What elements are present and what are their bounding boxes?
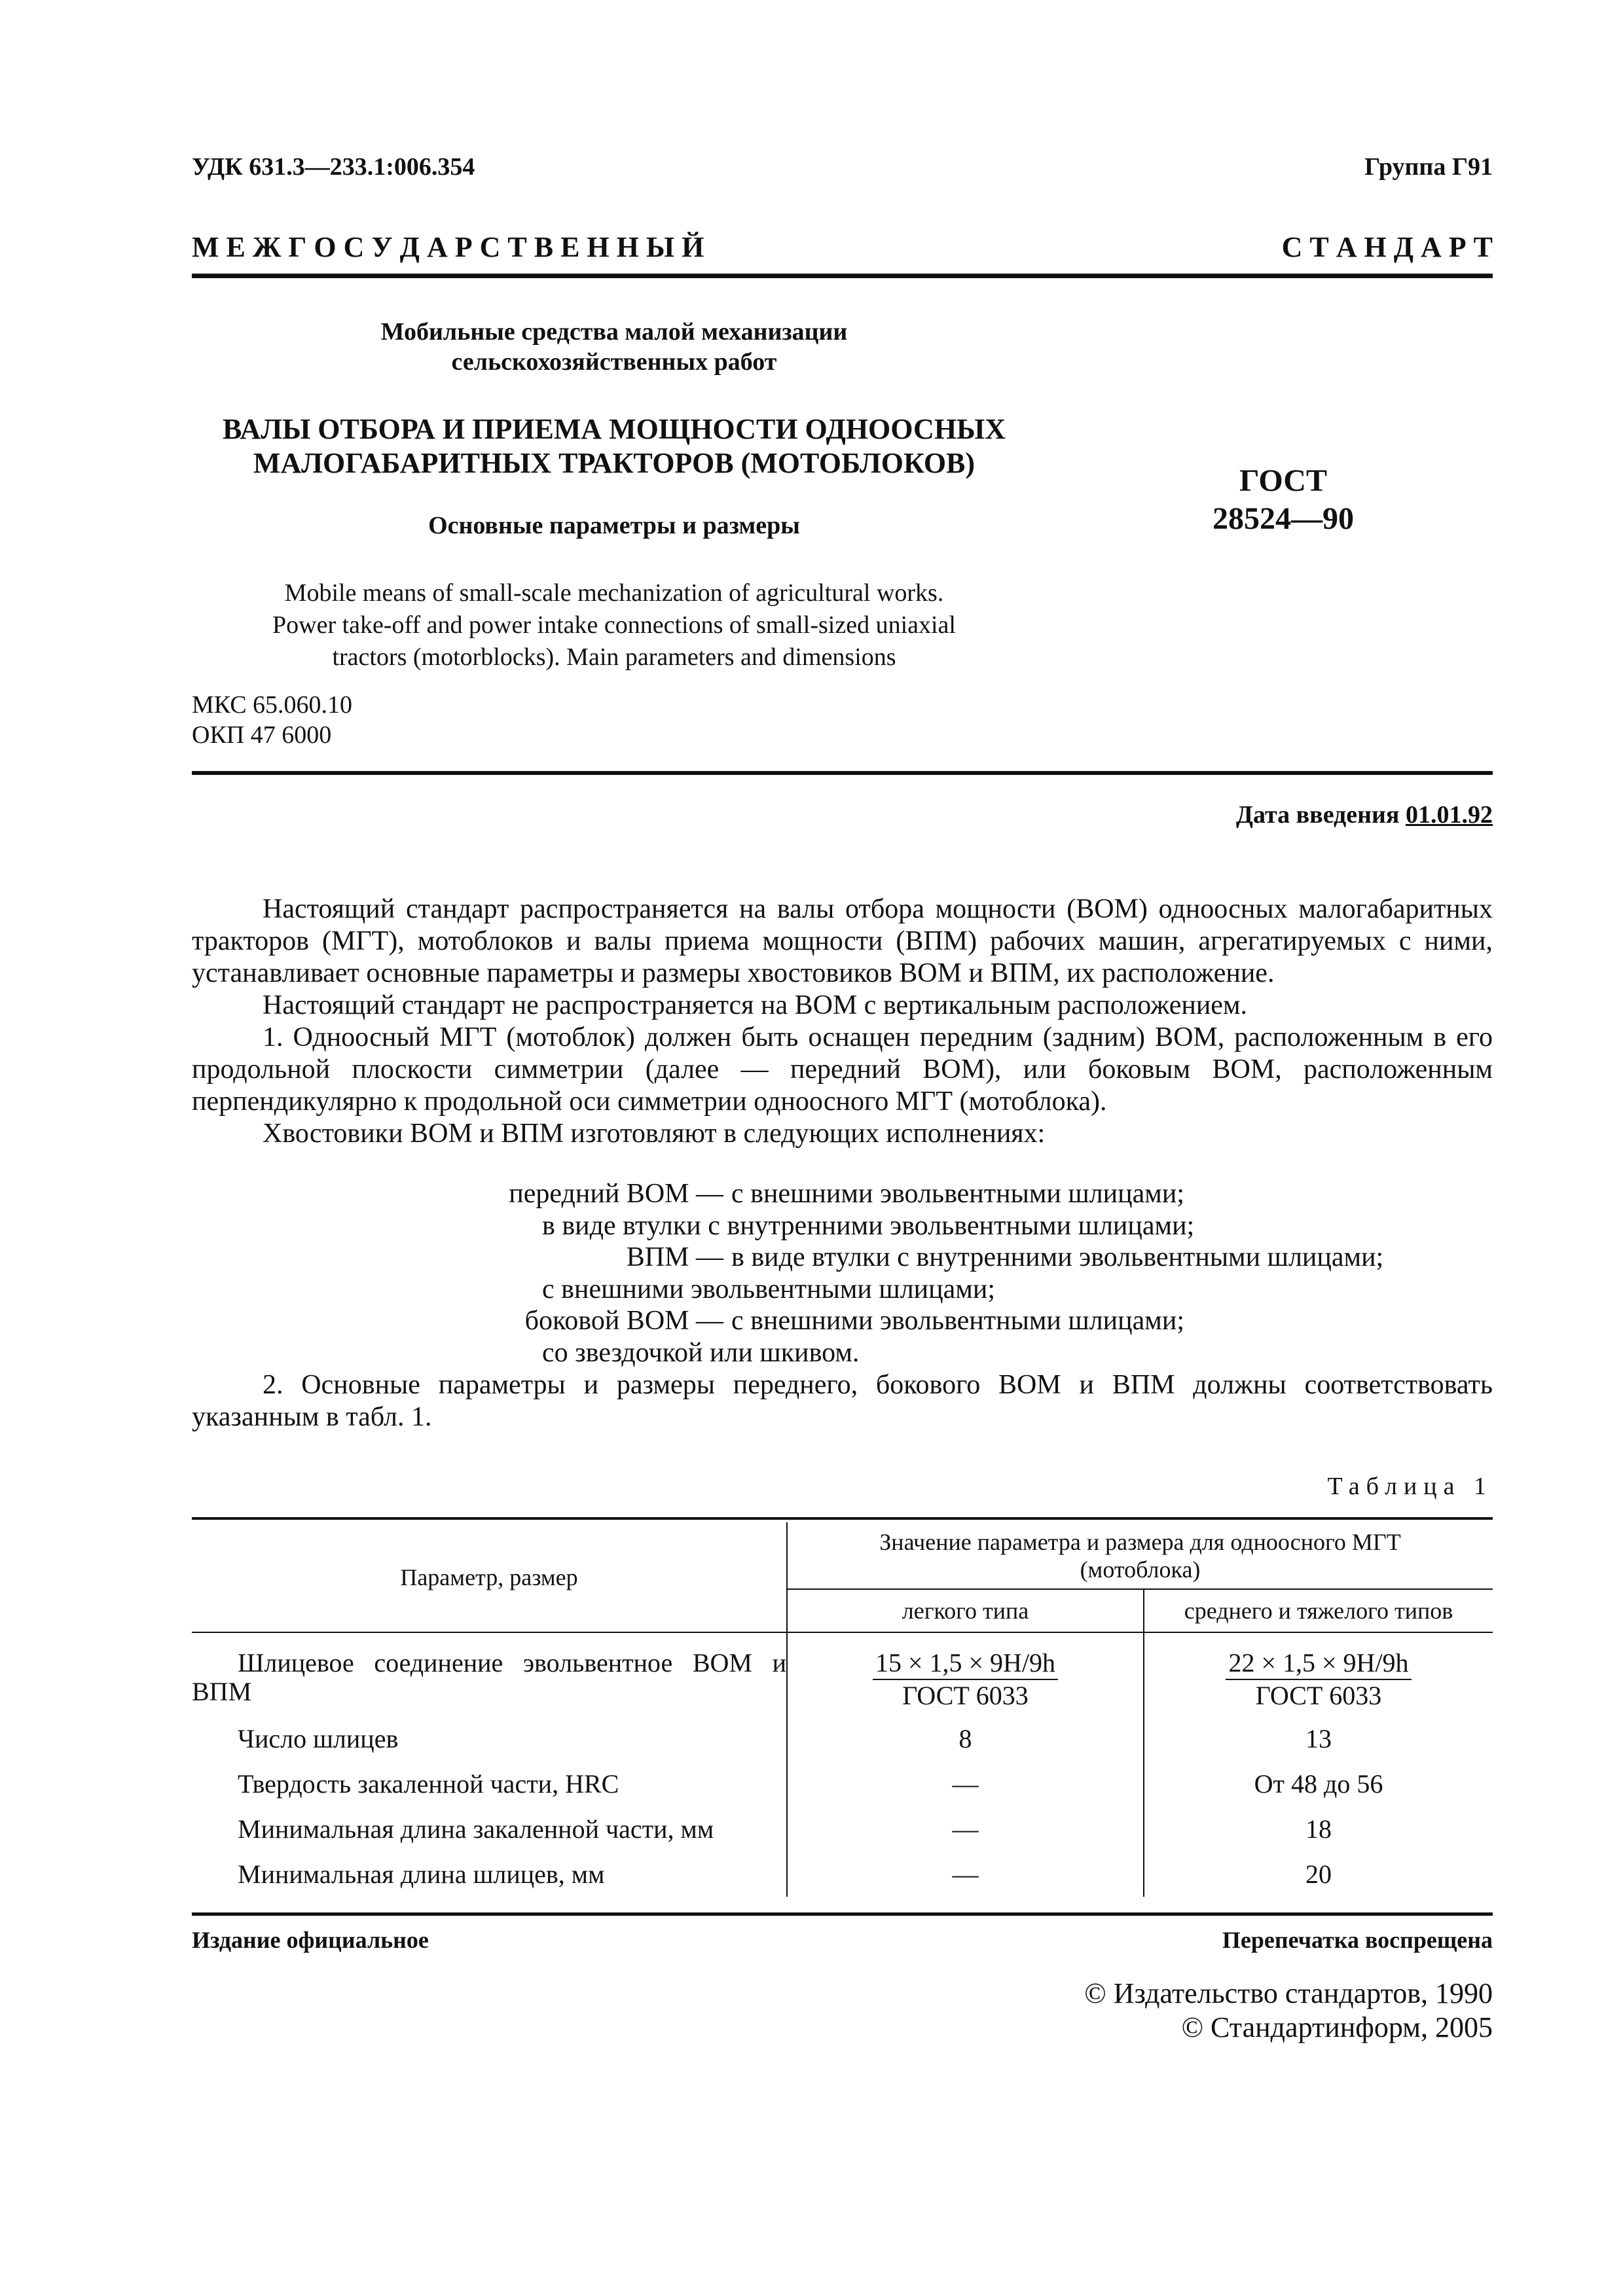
english-line-1: Mobile means of small-scale mechanization of agricultural works. [284, 579, 944, 607]
table-row [192, 1632, 1493, 1716]
spline-fraction-heavy [1226, 1649, 1411, 1710]
header-group [787, 1522, 1493, 1589]
row-label-line-2: ВПМ [192, 1677, 252, 1706]
row-label: Твердость закаленной части, HRC [192, 1761, 787, 1806]
main-title-line-2: МАЛОГАБАРИТНЫХ ТРАКТОРОВ (МОТОБЛОКОВ) [253, 447, 976, 479]
row-label-line-1: Шлицевое соединение эвольвентное ВОМ и [238, 1648, 786, 1677]
variant-list-item [192, 1178, 1493, 1210]
row-light-value [787, 1632, 1144, 1716]
intro-date-value: 01.01.92 [1406, 801, 1493, 829]
row-heavy-value: От 48 до 56 [1254, 1769, 1383, 1799]
row-heavy-value: 20 [1305, 1859, 1332, 1889]
variant-label: боковой ВОМ — [524, 1306, 723, 1336]
variant-label: ВПМ — [626, 1242, 723, 1272]
fraction-numerator: 22 × 1,5 × 9H/9h [1226, 1649, 1411, 1680]
english-line-2: Power take-off and power intake connections of small-sized uniaxial [272, 611, 956, 639]
paragraph-item-2-block [192, 1369, 1493, 1433]
copyright-line-2: © Стандартинформ, 2005 [1181, 2011, 1493, 2043]
variant-list-item [192, 1274, 1493, 1306]
title-rule [192, 771, 1493, 775]
fraction-numerator: 15 × 1,5 × 9H/9h [873, 1649, 1058, 1680]
spline-fraction-light [873, 1649, 1058, 1710]
table-header-row [192, 1522, 1493, 1589]
header-rule [192, 274, 1493, 278]
subtitle: Основные параметры и размеры [428, 512, 800, 539]
variant-list-item [192, 1210, 1493, 1242]
row-label [192, 1632, 787, 1716]
table-row [192, 1852, 1493, 1897]
main-title [192, 412, 1036, 480]
row-heavy-value: 13 [1305, 1724, 1332, 1753]
row-label: Минимальная длина шлицев, мм [192, 1852, 787, 1897]
mks-code: МКС 65.060.10 [192, 691, 353, 719]
variant-line: с внешними эвольвентными шлицами; [731, 1179, 1184, 1209]
gost-label: ГОСТ [1239, 463, 1327, 498]
category-title [192, 317, 1036, 377]
fraction-denominator: ГОСТ 6033 [902, 1681, 1029, 1710]
header-light-text: легкого типа [902, 1598, 1029, 1624]
variant-list-item [192, 1337, 1493, 1369]
header-group-line-2: (мотоблока) [1080, 1556, 1201, 1583]
paragraph-exclusion: Настоящий стандарт не распространяется на ВОМ с вертикальным расположением. [263, 990, 1248, 1020]
variant-list [192, 1178, 1493, 1369]
footer-rule [192, 1912, 1493, 1916]
intro-date-label: Дата введения [1235, 801, 1400, 829]
copyright-block [1084, 1977, 1493, 2045]
table-row [192, 1716, 1493, 1761]
banner-word-standard: С Т А Н Д А Р Т [1281, 231, 1493, 263]
header-group-line-1: Значение параметра и размера для одноосного МГТ [879, 1528, 1401, 1555]
variant-line: в виде втулки с внутренними эвольвентными шлицами; [542, 1210, 1195, 1241]
variant-list-item [192, 1242, 1493, 1274]
category-line-1: Мобильные средства малой механизации [380, 318, 848, 346]
fraction-denominator: ГОСТ 6033 [1255, 1681, 1382, 1710]
gost-designation [1159, 462, 1408, 538]
row-heavy-value: 18 [1305, 1814, 1332, 1844]
table-caption: Таблица 1 [1327, 1473, 1493, 1500]
intro-date [1236, 800, 1493, 830]
row-light-value: 8 [787, 1716, 1144, 1761]
main-title-line-1: ВАЛЫ ОТБОРА И ПРИЕМА МОЩНОСТИ ОДНООСНЫХ [222, 413, 1006, 445]
classification-codes [192, 690, 352, 750]
variant-line: с внешними эвольвентными шлицами; [542, 1274, 995, 1304]
header-heavy-text: среднего и тяжелого типов [1184, 1598, 1453, 1624]
paragraph-item-2: 2. Основные параметры и размеры переднего, бокового ВОМ и ВПМ должны соответствовать указанным в табл. 1. [192, 1370, 1493, 1432]
okp-code: ОКП 47 6000 [192, 721, 332, 749]
group-code: Группа Г91 [1364, 153, 1493, 181]
standard-banner [192, 230, 1493, 264]
english-line-3: tractors (motorblocks). Main parameters and dimensions [332, 643, 896, 671]
row-label: Число шлицев [192, 1716, 787, 1761]
row-light-value: — [787, 1852, 1144, 1897]
gost-number: 28524—90 [1213, 501, 1354, 536]
paragraph-variants: Хвостовики ВОМ и ВПМ изготовляют в следующих исполнениях: [263, 1119, 1046, 1149]
header-param-text: Параметр, размер [400, 1564, 578, 1590]
variant-label: передний ВОМ — [509, 1179, 723, 1209]
row-light-value: — [787, 1761, 1144, 1806]
variant-line: с внешними эвольвентными шлицами; [731, 1306, 1184, 1336]
variant-line: в виде втулки с внутренними эвольвентными шлицами; [731, 1242, 1384, 1272]
english-title [192, 577, 1036, 673]
copyright-line-1: © Издательство стандартов, 1990 [1084, 1977, 1493, 2009]
variant-line: со звездочкой или шкивом. [542, 1337, 860, 1368]
udk-code: УДК 631.3—233.1:006.354 [192, 153, 475, 181]
category-line-2: сельскохозяйственных работ [451, 348, 777, 376]
body-text [192, 893, 1493, 1150]
table-row [192, 1806, 1493, 1852]
paragraph-item-1: 1. Одноосный МГТ (мотоблок) должен быть оснащен передним (задним) ВОМ, расположенным в его продольной плоскости симметрии (далее — передний ВОМ), или боковым ВОМ, расположенным перпендикулярно к продольной оси симметрии одноосного МГТ (мотоблока). [192, 1022, 1493, 1117]
paragraph-scope: Настоящий стандарт распространяется на валы отбора мощности (ВОМ) одноосных малогабаритных тракторов (МГТ), мотоблоков и валы приема мощности (ВПМ) рабочих машин, агрегатируемых с ними, устанавливает основные параметры и размеры хвостовиков ВОМ и ВПМ, их расположение. [192, 894, 1493, 988]
row-light-value: — [787, 1806, 1144, 1852]
header-heavy [1144, 1589, 1493, 1632]
row-heavy-value [1144, 1632, 1493, 1716]
parameters-table [192, 1522, 1493, 1897]
official-edition: Издание официальное [192, 1927, 429, 1953]
banner-word-interstate: М Е Ж Г О С У Д А Р С Т В Е Н Н Ы Й [192, 231, 704, 263]
table-top-rule [192, 1517, 1493, 1520]
header-param [192, 1522, 787, 1632]
table-row [192, 1761, 1493, 1806]
header-light [787, 1589, 1144, 1632]
reprint-notice: Перепечатка воспрещена [1222, 1927, 1493, 1953]
row-label: Минимальная длина закаленной части, мм [192, 1806, 787, 1852]
variant-list-item [192, 1305, 1493, 1337]
